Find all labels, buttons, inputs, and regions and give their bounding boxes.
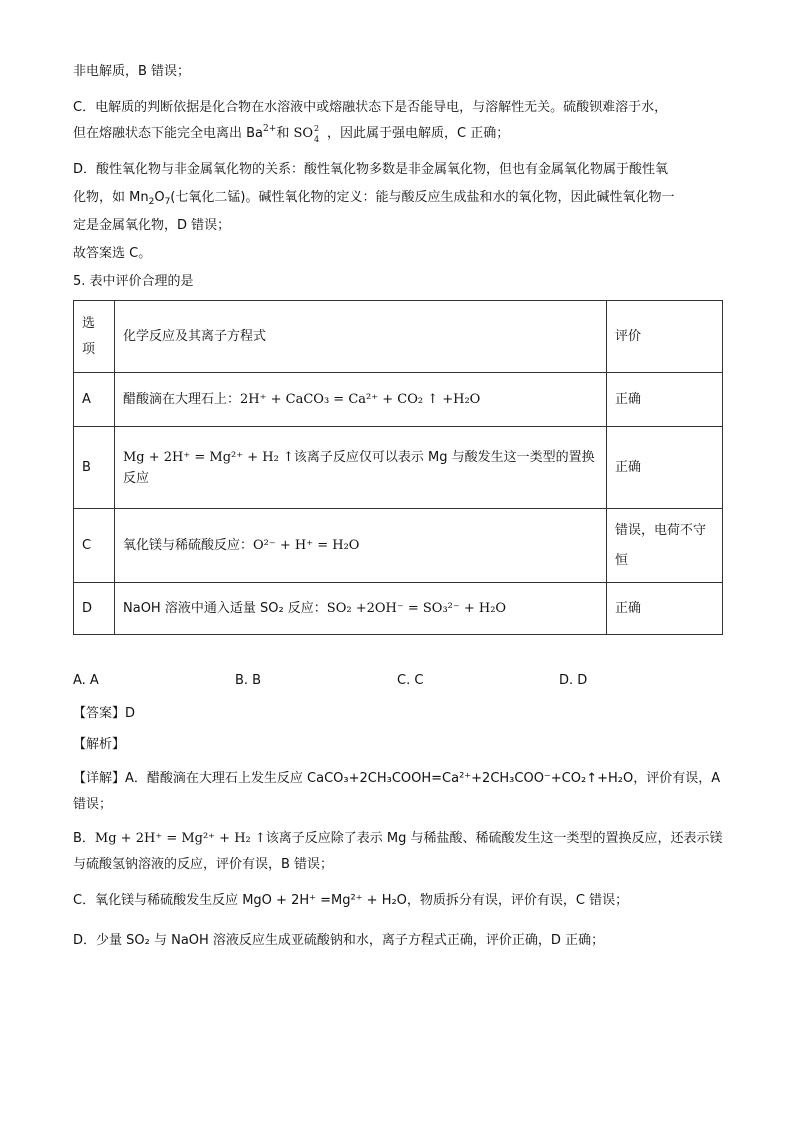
- option-d: D. D: [559, 673, 588, 688]
- header-reaction: 化学反应及其离子方程式: [115, 301, 607, 373]
- row-b-eval: 正确: [607, 427, 723, 509]
- row-c-eval: 错误，电荷不守恒: [607, 509, 723, 583]
- detail-a: [73, 766, 723, 818]
- row-c-prefix: 氧化镁与稀硫酸反应：: [123, 538, 254, 553]
- prev-d-line1: D．酸性氧化物与非金属氧化物的关系：酸性氧化物多数是非金属氧化物，但也有金属氧化物属于酸性氧: [73, 162, 669, 177]
- answer-options: [73, 673, 723, 688]
- question-stem: 5. 表中评价合理的是: [73, 274, 194, 289]
- prev-d-text-a: 化物，如 Mn: [73, 190, 149, 205]
- prev-c-line1: C．电解质的判断依据是化合物在水溶液中或熔融状态下是否能导电，与溶解性无关。硫酸钡难溶于水，: [73, 100, 668, 115]
- prev-line-b: 非电解质，B 错误；: [73, 64, 191, 79]
- answer-value: D: [125, 706, 136, 721]
- table-row: [74, 427, 723, 509]
- prev-d-line2: 化物，如 $Mn_2O_7$(七氧化二锰)。碱性氧化物的定义：能与酸反应生成盐和水的氧化物，因此碱性氧化物一: [73, 190, 675, 207]
- answer-label: 【答案】: [73, 706, 126, 721]
- prev-c-text-a: 但在熔融状态下能完全电离出 Ba: [73, 126, 264, 141]
- evaluation-table: [73, 300, 723, 635]
- table-row: [74, 373, 723, 427]
- sulfate-superscript-subscript: 2 4: [314, 124, 320, 144]
- row-d-prefix: NaOH 溶液中通入适量 SO₂ 反应：: [123, 601, 327, 616]
- row-d-eval: 正确: [607, 583, 723, 635]
- row-c-equation: O²⁻ + H⁺ = H₂O: [253, 538, 360, 553]
- prev-d-text-c: (七氧化二锰)。碱性氧化物的定义：能与酸反应生成盐和水的氧化物，因此碱性氧化物一: [170, 190, 675, 205]
- row-d-reaction: [115, 583, 607, 635]
- row-a-reaction: [115, 373, 607, 427]
- analysis-label: 【解析】: [73, 737, 126, 752]
- detail-b-equation: Mg + 2H⁺ = Mg²⁺ + H₂ ↑: [94, 831, 266, 846]
- detail-label: 【详解】: [73, 771, 126, 786]
- prev-answer: 故答案选 C。: [73, 246, 152, 261]
- detail-c: C．氧化镁与稀硫酸发生反应 MgO + 2H⁺ =Mg²⁺ + H₂O，物质拆分有误，评价有误，C 错误；: [73, 893, 629, 908]
- table-row: [74, 509, 723, 583]
- row-a-equation: 2H⁺ + CaCO₃ = Ca²⁺ + CO₂ ↑ +H₂O: [240, 392, 481, 407]
- header-option: 选 项: [74, 301, 115, 373]
- prev-c-text-c: ，因此属于强电解质，C 正确；: [327, 126, 510, 141]
- option-b: B. B: [235, 673, 262, 688]
- detail-d: D．少量 SO₂ 与 NaOH 溶液反应生成亚硫酸钠和水，离子方程式正确，评价正确，D 正确；: [73, 933, 605, 948]
- header-eval: 评价: [607, 301, 723, 373]
- row-c-option: C: [74, 509, 115, 583]
- detail-b-text: 该离子反应除了表示 Mg 与稀盐酸、稀硫酸发生这一类型的置换反应，还表示镁与硫酸氢钠溶液的反应，评价有误，B 错误；: [73, 831, 723, 872]
- document-page: [73, 62, 723, 954]
- row-b-reaction: [115, 427, 607, 509]
- prev-c-text-b: 和 SO: [276, 126, 314, 141]
- prev-d-text-b: O: [154, 190, 165, 205]
- row-c-reaction: [115, 509, 607, 583]
- row-a-option: A: [74, 373, 115, 427]
- row-d-equation: SO₂ +2OH⁻ = SO₃²⁻ + H₂O: [326, 601, 507, 616]
- row-a-prefix: 醋酸滴在大理石上：: [123, 392, 241, 407]
- row-a-eval: 正确: [607, 373, 723, 427]
- table-row: [74, 583, 723, 635]
- row-b-option: B: [74, 427, 115, 509]
- option-c: C. C: [397, 673, 424, 688]
- detail-a-text: A．醋酸滴在大理石上发生反应 CaCO₃+2CH₃COOH=Ca²⁺+2CH₃COO⁻+CO₂↑+H₂O，评价有误，A 错误；: [73, 771, 721, 812]
- row-b-equation: Mg + 2H⁺ = Mg²⁺ + H₂ ↑: [123, 449, 294, 465]
- prev-c-line2: 但在熔融状态下能完全电离出 $Ba^{2+}$和 SO 2 4 ，因此属于强电解质，C 正确；: [73, 124, 510, 144]
- option-a: A. A: [73, 673, 99, 688]
- prev-d-line3: 定是金属氧化物，D 错误；: [73, 218, 231, 233]
- answer-line: [73, 702, 723, 721]
- row-d-option: D: [74, 583, 115, 635]
- table-header-row: [74, 301, 723, 373]
- row-b-suffix: 该离子反应仅可以表示 Mg 与酸发生这一类型的置换反应: [123, 449, 595, 486]
- detail-b: B．Mg + 2H⁺ = Mg²⁺ + H₂ ↑该离子反应除了表示 Mg 与稀盐酸、稀硫酸发生这一类型的置换反应，还表示镁与硫酸氢钠溶液的反应，评价有误，B 错误；: [73, 831, 723, 872]
